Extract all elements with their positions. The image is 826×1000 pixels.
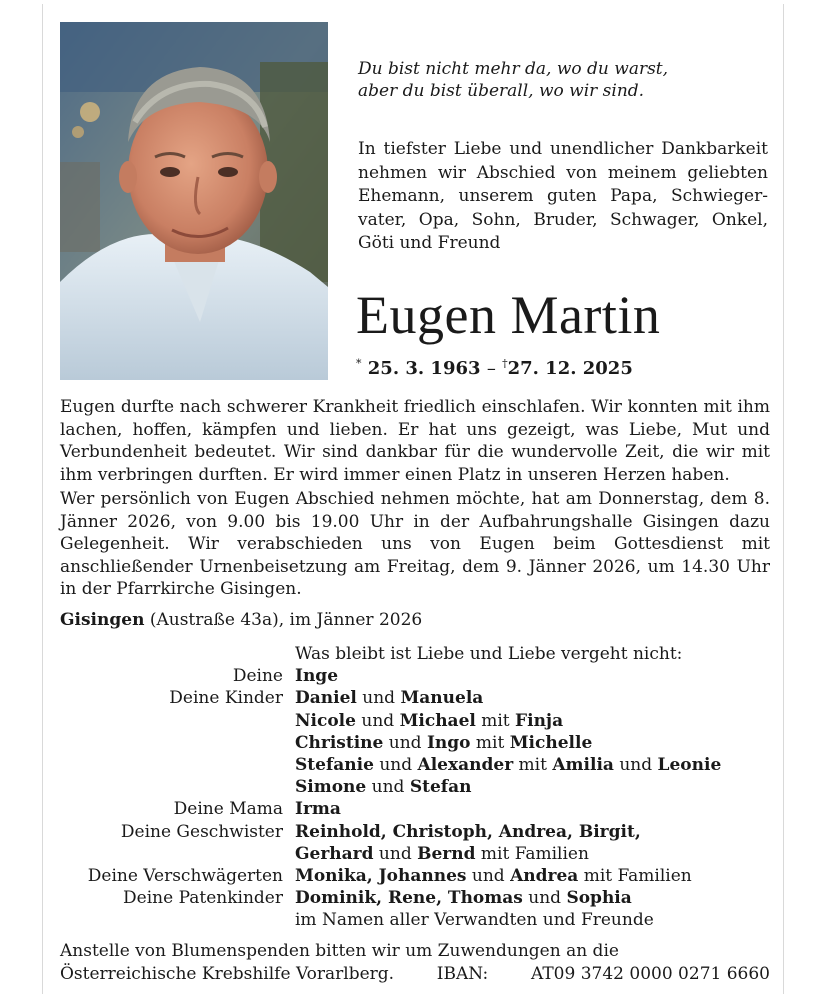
family-row	[60, 665, 780, 687]
family-name: Dominik, Rene, Thomas	[295, 888, 523, 909]
family-row	[60, 909, 780, 931]
relatives-line: im Namen aller Verwandten und Freunde	[295, 910, 654, 931]
family-name: Michael	[399, 710, 476, 731]
quote-line-1: Du bist nicht mehr da, wo du warst,	[358, 59, 669, 79]
family-name: Sophia	[566, 888, 632, 909]
family-row	[60, 821, 780, 843]
charity-name: Österreichische Krebshilfe Vorarlberg.	[60, 963, 395, 984]
obituary-paragraph: Eugen durfte nach schwerer Krankheit friedlich einschlafen. Wir konnten mit ihm lachen, hoffen, kämpfen und lieben. Er hat uns gezeigt, was Liebe, Mut und Verbundenheit bedeutet. Wir sind dankbar für die wundervolle Zeit, die wir mit ihm verbringen durften. Er wird immer einen Platz in unseren Herzen haben.	[60, 397, 770, 485]
family-row	[60, 687, 780, 709]
connector: und	[356, 688, 401, 709]
place-and-date	[60, 610, 422, 630]
family-name: Manuela	[400, 688, 484, 709]
iban-label: IBAN:	[436, 963, 489, 984]
connector: und	[373, 755, 418, 776]
family-name: Inge	[295, 666, 339, 687]
family-name: Nicole	[295, 710, 356, 731]
connector: mit	[470, 732, 510, 753]
birth-star-icon: *	[356, 357, 362, 370]
family-row	[60, 865, 780, 887]
connector: und	[613, 755, 658, 776]
relation-label: Deine Geschwister	[120, 821, 283, 842]
family-name: Monika, Johannes	[295, 866, 467, 887]
life-dates	[356, 357, 633, 379]
family-row	[60, 776, 780, 798]
family-name: Irma	[295, 799, 341, 820]
family-name: Michelle	[509, 732, 593, 753]
family-name: Leonie	[657, 755, 722, 776]
family-name: Bernd	[417, 843, 476, 864]
memorial-quote	[358, 58, 778, 102]
connector: mit	[513, 755, 553, 776]
family-list	[60, 643, 780, 932]
iban-number: AT09 3742 0000 0271 6660	[531, 963, 770, 984]
family-row	[60, 732, 780, 754]
family-name: Ingo	[426, 732, 471, 753]
family-name: Daniel	[295, 688, 357, 709]
donation-note	[60, 940, 770, 985]
connector: und	[366, 777, 410, 798]
family-row	[60, 710, 780, 732]
death-cross-icon: †	[502, 357, 508, 370]
intro-text: In tiefster Liebe und unendlicher Dankbarkeit nehmen wir Abschied von meinem geliebten Ehemann, unserem guten Papa, Schwieger-vater, Opa, Sohn, Bruder, Schwager, Onkel, Göti und Freund	[358, 139, 768, 253]
family-name: Stefanie	[295, 755, 374, 776]
family-name: Finja	[515, 710, 564, 731]
connector: mit Familien	[578, 866, 692, 887]
motto: Was bleibt ist Liebe und Liebe vergeht nicht:	[295, 644, 683, 664]
connector: mit	[475, 710, 516, 731]
family-name: Gerhard	[295, 843, 374, 864]
family-row	[60, 754, 780, 776]
date-separator: –	[486, 358, 496, 379]
family-name: Christine	[295, 732, 384, 753]
family-name: Amilia	[552, 755, 614, 776]
death-date: 27. 12. 2025	[507, 358, 633, 379]
relation-label: Deine Kinder	[169, 688, 283, 709]
birth-date: 25. 3. 1963	[367, 358, 481, 379]
connector: und	[383, 732, 427, 753]
town: Gisingen	[60, 610, 145, 630]
funeral-details: Wer persönlich von Eugen Abschied nehmen möchte, hat am Donnerstag, dem 8. Jänner 2026, von 9.00 bis 19.00 Uhr in der Aufbahrungshalle Gisingen dazu Gelegenheit. Wir verabschieden uns von Eugen beim Gottesdienst mit anschließender Urnenbeisetzung am Freitag, dem 9. Jänner 2026, um 14.30 Uhr in der Pfarrkirche Gisingen.	[60, 489, 770, 599]
family-name: Simone	[295, 777, 367, 798]
family-name: Stefan	[409, 777, 472, 798]
family-row	[60, 843, 780, 865]
relation-label: Deine Verschwägerten	[87, 866, 283, 887]
quote-line-2: aber du bist überall, wo wir sind.	[358, 81, 645, 101]
relation-label: Deine Mama	[173, 799, 283, 820]
deceased-name: Eugen Martin	[356, 285, 661, 345]
relation-label: Deine	[232, 666, 283, 687]
donation-line: Anstelle von Blumenspenden bitten wir um Zuwendungen an die	[60, 941, 619, 961]
family-row	[60, 798, 780, 820]
family-row	[60, 887, 780, 909]
connector: und	[373, 843, 418, 864]
family-name: Andrea	[510, 866, 579, 887]
family-name: Reinhold, Christoph, Andrea, Birgit,	[295, 821, 641, 842]
connector: und	[522, 888, 567, 909]
portrait-photo	[60, 22, 328, 380]
connector: und	[466, 866, 511, 887]
relation-label: Deine Patenkinder	[123, 888, 283, 909]
connector: mit Familien	[475, 843, 589, 864]
connector: und	[355, 710, 400, 731]
address-date: (Austraße 43a), im Jänner 2026	[144, 610, 423, 630]
family-name: Alexander	[417, 755, 514, 776]
